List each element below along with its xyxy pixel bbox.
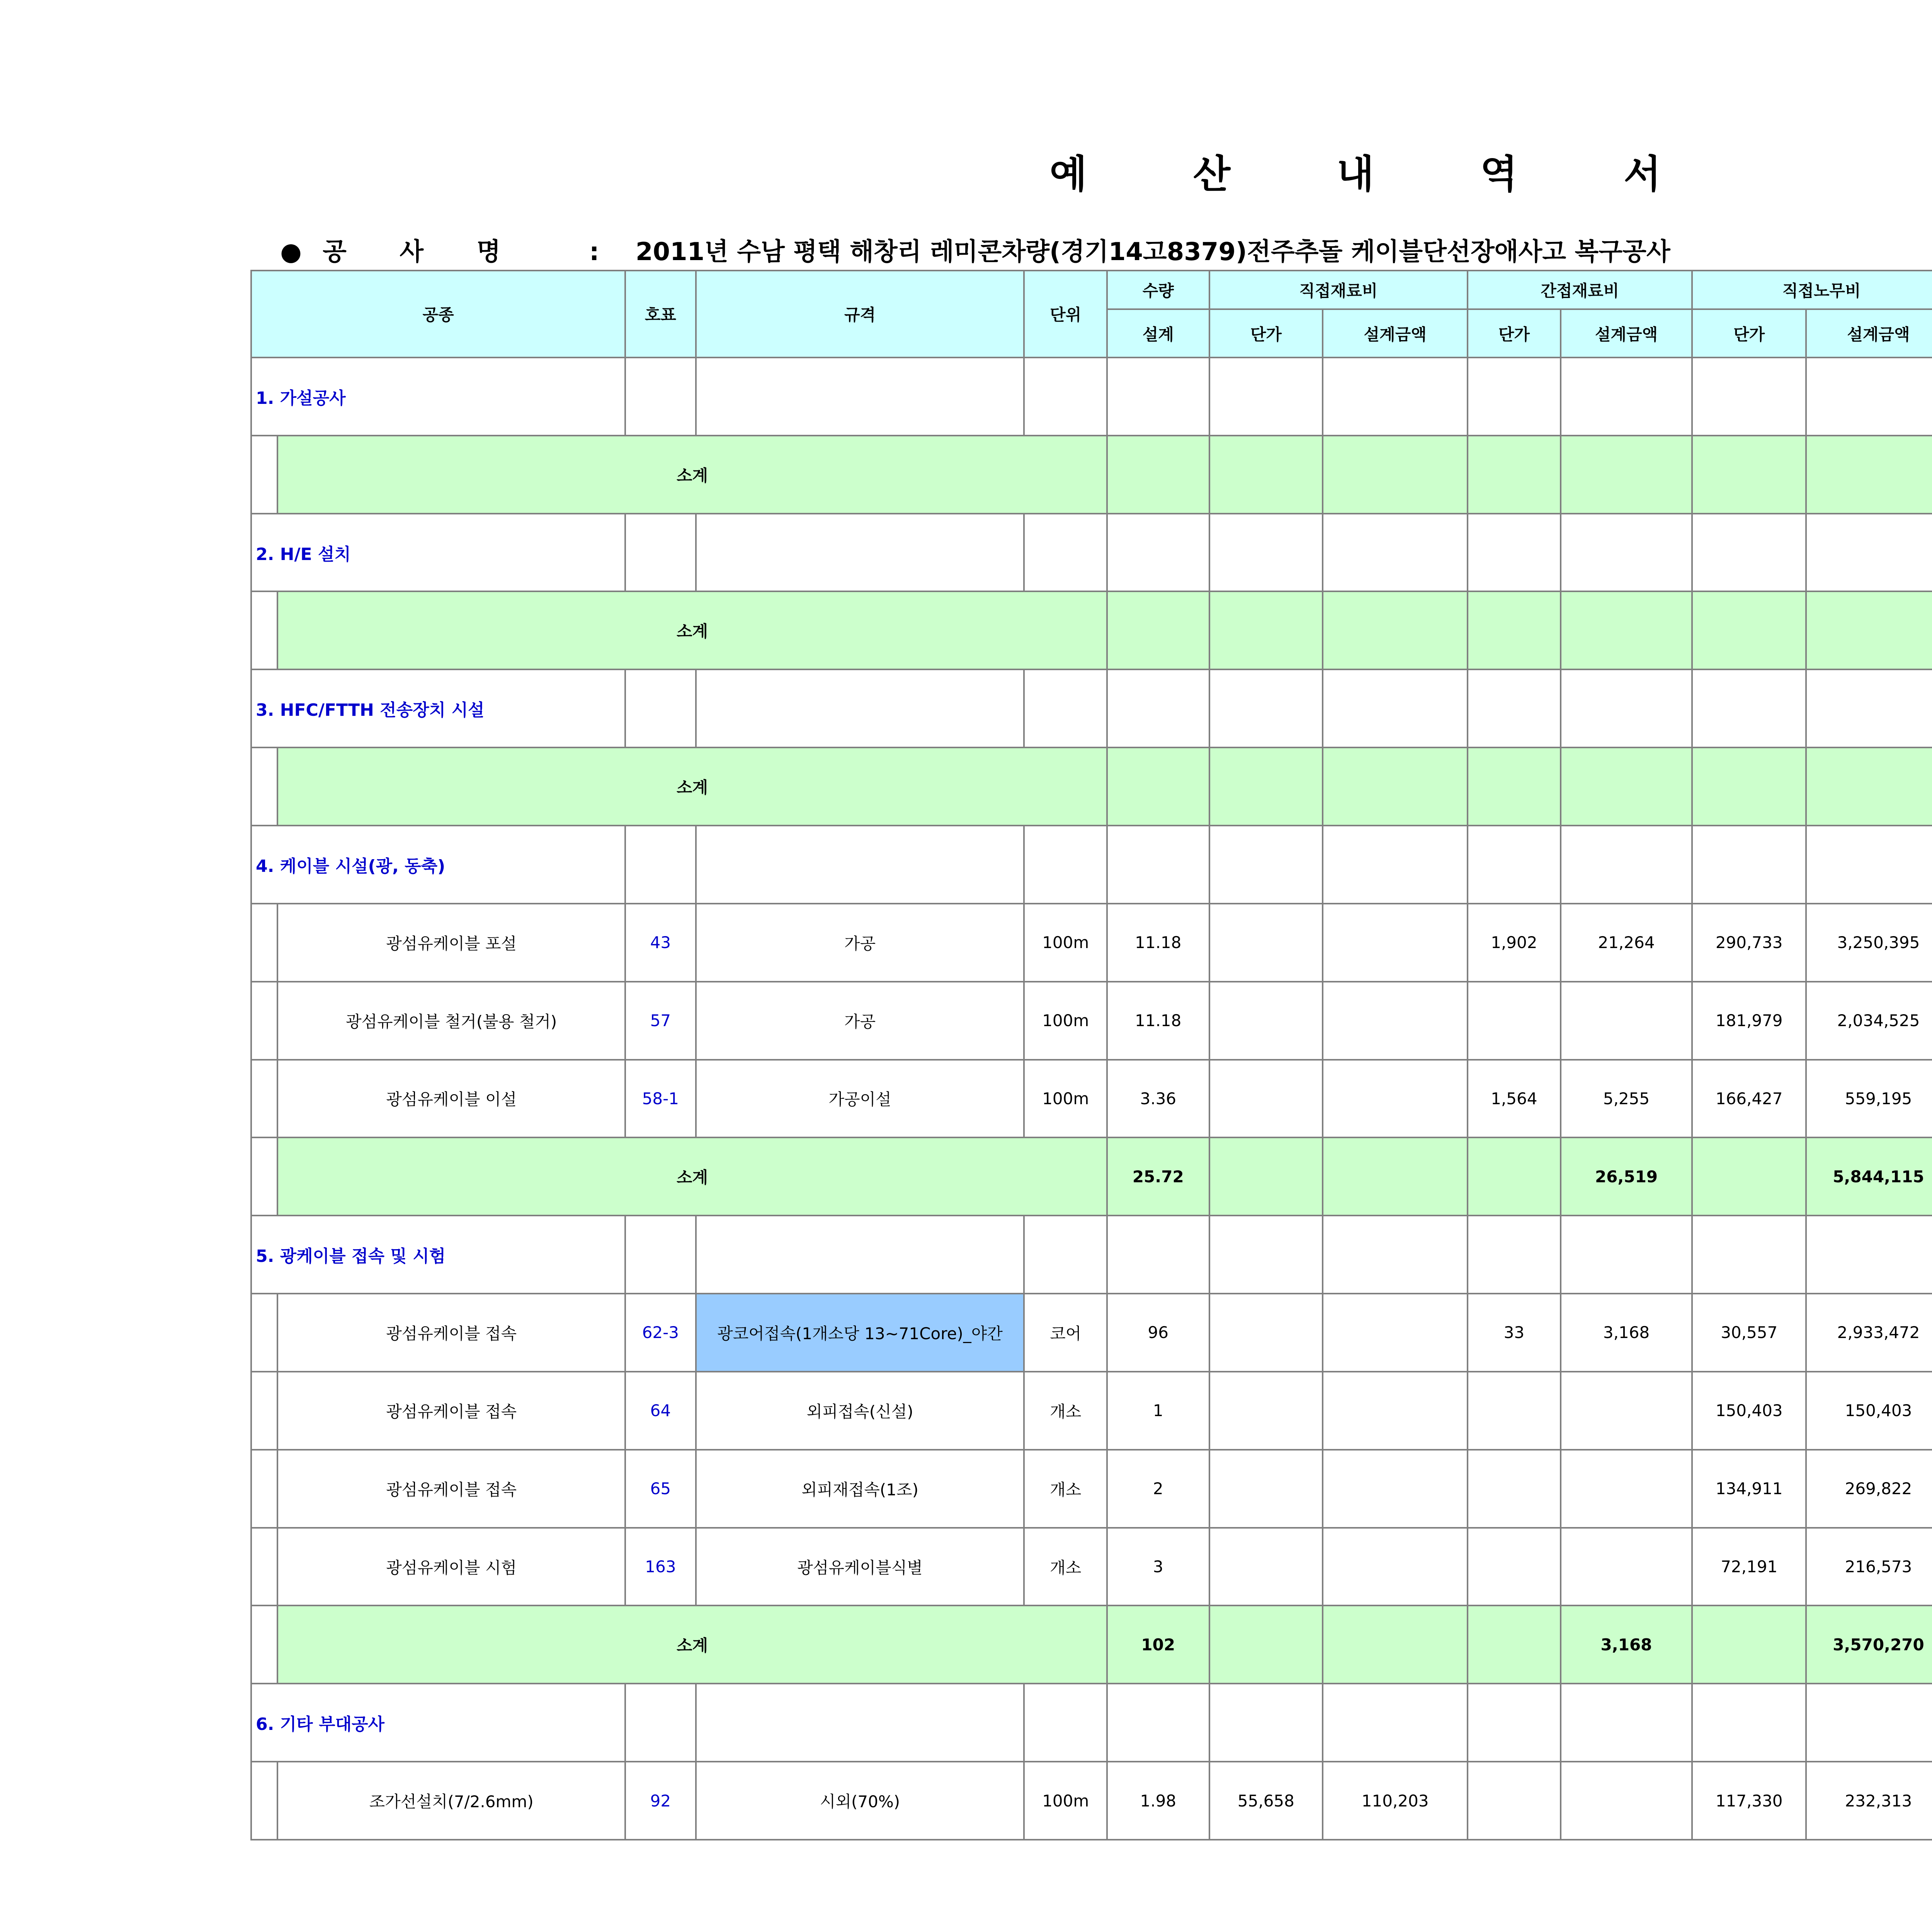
- empty-cell: [1107, 1684, 1209, 1762]
- item-im-price: [1468, 1450, 1561, 1528]
- empty-cell: [1024, 514, 1107, 592]
- header-direct-labor: 직접노무비: [1692, 271, 1932, 309]
- item-name: 광섬유케이블 시험: [277, 1528, 625, 1606]
- empty-cell: [1323, 669, 1468, 747]
- empty-cell: [1323, 514, 1468, 592]
- item-name: 광섬유케이블 접속: [277, 1372, 625, 1450]
- item-unit: 개소: [1024, 1372, 1107, 1450]
- item-name: 광섬유케이블 접속: [277, 1450, 625, 1528]
- item-lab-amount: 3,250,395: [1806, 904, 1932, 982]
- empty-cell: [1107, 826, 1209, 904]
- section-title: 5. 광케이블 접속 및 시험: [251, 1216, 625, 1294]
- empty-cell: [1209, 514, 1323, 592]
- empty-cell: [1107, 514, 1209, 592]
- subtotal-im-amount: [1561, 591, 1692, 669]
- empty-cell: [1561, 514, 1692, 592]
- item-im-amount: 3,168: [1561, 1294, 1692, 1372]
- item-code: 64: [625, 1372, 696, 1450]
- section-title: 3. HFC/FTTH 전송장치 시설: [251, 669, 625, 747]
- empty-cell: [1561, 358, 1692, 436]
- empty-cell: [696, 514, 1024, 592]
- subtotal-dm-price: [1209, 1605, 1323, 1684]
- subtotal-dm-price: [1209, 1137, 1323, 1216]
- item-im-price: [1468, 1372, 1561, 1450]
- subtotal-dm-amount: [1323, 1137, 1468, 1216]
- header-im-amount: 설계금액: [1561, 309, 1692, 358]
- indent-cell: [251, 747, 277, 826]
- item-spec: 외피접속(신설): [696, 1372, 1024, 1450]
- subtotal-lab-price: [1692, 1137, 1806, 1216]
- subtotal-row: [251, 747, 1932, 826]
- section-row: [251, 1684, 1932, 1762]
- project-name: 2011년 수남 평택 해창리 레미콘차량(경기14고8379)전주추돌 케이블단선장애사고 복구공사: [636, 238, 1670, 266]
- subtotal-qty: [1107, 591, 1209, 669]
- subtotal-label: 소계: [277, 591, 1107, 669]
- item-qty: 1: [1107, 1372, 1209, 1450]
- table-row: [251, 1294, 1932, 1372]
- item-name: 광섬유케이블 포설: [277, 904, 625, 982]
- subtotal-im-price: [1468, 1605, 1561, 1684]
- header-qty-design: 설계: [1107, 309, 1209, 358]
- header-dm-price: 단가: [1209, 309, 1323, 358]
- empty-cell: [1692, 669, 1806, 747]
- empty-cell: [1209, 669, 1323, 747]
- item-unit: 100m: [1024, 1060, 1107, 1138]
- item-name: 조가선설치(7/2.6mm): [277, 1762, 625, 1840]
- empty-cell: [1692, 1216, 1806, 1294]
- item-qty: 3.36: [1107, 1060, 1209, 1138]
- item-im-price: 1,564: [1468, 1060, 1561, 1138]
- table-row: [251, 1762, 1932, 1840]
- item-dm-amount: [1323, 1528, 1468, 1606]
- item-lab-price: 166,427: [1692, 1060, 1806, 1138]
- item-spec: 가공: [696, 904, 1024, 982]
- subtotal-row: [251, 436, 1932, 514]
- section-row: [251, 514, 1932, 592]
- item-dm-price: [1209, 1060, 1323, 1138]
- empty-cell: [696, 1684, 1024, 1762]
- empty-cell: [696, 1216, 1024, 1294]
- header-row-1: [251, 271, 1932, 309]
- section-title: 4. 케이블 시설(광, 동축): [251, 826, 625, 904]
- item-im-price: 33: [1468, 1294, 1561, 1372]
- section-row: [251, 1216, 1932, 1294]
- item-code: 163: [625, 1528, 696, 1606]
- empty-cell: [1806, 826, 1932, 904]
- item-lab-price: 181,979: [1692, 982, 1806, 1060]
- subtotal-dm-amount: [1323, 591, 1468, 669]
- item-unit: 개소: [1024, 1450, 1107, 1528]
- empty-cell: [625, 669, 696, 747]
- empty-cell: [696, 826, 1024, 904]
- item-unit: 100m: [1024, 982, 1107, 1060]
- item-code: 57: [625, 982, 696, 1060]
- empty-cell: [696, 669, 1024, 747]
- subtotal-im-price: [1468, 1137, 1561, 1216]
- header-code: 호표: [625, 271, 696, 358]
- header-qty: 수량: [1107, 271, 1209, 309]
- item-spec: 시외(70%): [696, 1762, 1024, 1840]
- subtotal-lab-amount: [1806, 436, 1932, 514]
- empty-cell: [1692, 1684, 1806, 1762]
- item-lab-amount: 216,573: [1806, 1528, 1932, 1606]
- item-qty: 1.98: [1107, 1762, 1209, 1840]
- subtotal-dm-price: [1209, 747, 1323, 826]
- item-dm-amount: [1323, 1372, 1468, 1450]
- item-im-amount: 5,255: [1561, 1060, 1692, 1138]
- item-dm-price: [1209, 904, 1323, 982]
- subtotal-row: [251, 1137, 1932, 1216]
- subtotal-label: 소계: [277, 1605, 1107, 1684]
- item-spec: 광섬유케이블식별: [696, 1528, 1024, 1606]
- subtotal-dm-amount: [1323, 1605, 1468, 1684]
- subtotal-dm-price: [1209, 436, 1323, 514]
- header-im-price: 단가: [1468, 309, 1561, 358]
- item-dm-amount: [1323, 904, 1468, 982]
- item-im-price: [1468, 982, 1561, 1060]
- item-unit: 100m: [1024, 1762, 1107, 1840]
- item-qty: 3: [1107, 1528, 1209, 1606]
- empty-cell: [1323, 826, 1468, 904]
- item-spec: 가공: [696, 982, 1024, 1060]
- empty-cell: [1468, 1684, 1561, 1762]
- subtotal-label: 소계: [277, 747, 1107, 826]
- item-lab-price: 117,330: [1692, 1762, 1806, 1840]
- item-im-amount: [1561, 1372, 1692, 1450]
- empty-cell: [1209, 358, 1323, 436]
- section-row: [251, 826, 1932, 904]
- empty-cell: [1107, 1216, 1209, 1294]
- subtotal-lab-price: [1692, 747, 1806, 826]
- empty-cell: [1024, 358, 1107, 436]
- empty-cell: [1692, 514, 1806, 592]
- item-dm-price: 55,658: [1209, 1762, 1323, 1840]
- subtotal-lab-amount: [1806, 591, 1932, 669]
- empty-cell: [1468, 826, 1561, 904]
- subtotal-dm-amount: [1323, 747, 1468, 826]
- item-lab-amount: 559,195: [1806, 1060, 1932, 1138]
- indent-cell: [251, 1060, 277, 1138]
- indent-cell: [251, 591, 277, 669]
- item-code: 65: [625, 1450, 696, 1528]
- item-qty: 96: [1107, 1294, 1209, 1372]
- empty-cell: [1209, 1684, 1323, 1762]
- empty-cell: [1107, 669, 1209, 747]
- item-dm-price: [1209, 1450, 1323, 1528]
- empty-cell: [1468, 514, 1561, 592]
- item-im-amount: 21,264: [1561, 904, 1692, 982]
- bullet-icon: ●: [280, 238, 302, 266]
- table-row: [251, 1372, 1932, 1450]
- empty-cell: [1806, 1684, 1932, 1762]
- subtotal-lab-amount: 5,844,115: [1806, 1137, 1932, 1216]
- empty-cell: [1806, 514, 1932, 592]
- item-spec: 외피재접속(1조): [696, 1450, 1024, 1528]
- empty-cell: [1024, 1684, 1107, 1762]
- subtotal-lab-amount: [1806, 747, 1932, 826]
- item-unit: 개소: [1024, 1528, 1107, 1606]
- section-row: [251, 358, 1932, 436]
- subtotal-dm-price: [1209, 591, 1323, 669]
- item-code: 43: [625, 904, 696, 982]
- item-name: 광섬유케이블 이설: [277, 1060, 625, 1138]
- subtotal-im-price: [1468, 591, 1561, 669]
- empty-cell: [1561, 669, 1692, 747]
- indent-cell: [251, 904, 277, 982]
- item-dm-amount: [1323, 1060, 1468, 1138]
- empty-cell: [625, 1216, 696, 1294]
- item-lab-amount: 2,933,472: [1806, 1294, 1932, 1372]
- item-name: 광섬유케이블 접속: [277, 1294, 625, 1372]
- item-im-price: 1,902: [1468, 904, 1561, 982]
- empty-cell: [1323, 1216, 1468, 1294]
- item-im-amount: [1561, 1528, 1692, 1606]
- header-direct-material: 직접재료비: [1209, 271, 1468, 309]
- subtotal-lab-price: [1692, 1605, 1806, 1684]
- subtotal-row: [251, 1605, 1932, 1684]
- indent-cell: [251, 1450, 277, 1528]
- empty-cell: [625, 826, 696, 904]
- item-im-price: [1468, 1762, 1561, 1840]
- document-title: 예 산 내 역 서: [1049, 152, 1708, 197]
- item-lab-price: 150,403: [1692, 1372, 1806, 1450]
- empty-cell: [1024, 669, 1107, 747]
- section-title: 2. H/E 설치: [251, 514, 625, 592]
- item-unit: 코어: [1024, 1294, 1107, 1372]
- header-lab-price: 단가: [1692, 309, 1806, 358]
- subtotal-im-price: [1468, 747, 1561, 826]
- item-im-price: [1468, 1528, 1561, 1606]
- item-dm-amount: [1323, 1450, 1468, 1528]
- empty-cell: [1323, 358, 1468, 436]
- empty-cell: [1468, 358, 1561, 436]
- subtotal-im-amount: [1561, 436, 1692, 514]
- empty-cell: [1468, 1216, 1561, 1294]
- table-row: [251, 982, 1932, 1060]
- item-dm-amount: [1323, 982, 1468, 1060]
- empty-cell: [1806, 1216, 1932, 1294]
- table-row: [251, 1450, 1932, 1528]
- item-unit: 100m: [1024, 904, 1107, 982]
- section-row: [251, 669, 1932, 747]
- subtotal-qty: [1107, 747, 1209, 826]
- project-colon: :: [589, 238, 599, 266]
- indent-cell: [251, 1605, 277, 1684]
- item-dm-amount: 110,203: [1323, 1762, 1468, 1840]
- indent-cell: [251, 982, 277, 1060]
- item-lab-price: 134,911: [1692, 1450, 1806, 1528]
- subtotal-qty: [1107, 436, 1209, 514]
- empty-cell: [1692, 826, 1806, 904]
- empty-cell: [1561, 1684, 1692, 1762]
- item-code: 92: [625, 1762, 696, 1840]
- empty-cell: [1107, 358, 1209, 436]
- subtotal-row: [251, 591, 1932, 669]
- subtotal-dm-amount: [1323, 436, 1468, 514]
- subtotal-im-price: [1468, 436, 1561, 514]
- item-lab-amount: 150,403: [1806, 1372, 1932, 1450]
- empty-cell: [1209, 1216, 1323, 1294]
- project-line: [280, 232, 1932, 267]
- item-im-amount: [1561, 1450, 1692, 1528]
- indent-cell: [251, 1762, 277, 1840]
- item-im-amount: [1561, 1762, 1692, 1840]
- section-title: 6. 기타 부대공사: [251, 1684, 625, 1762]
- empty-cell: [1323, 1684, 1468, 1762]
- item-dm-amount: [1323, 1294, 1468, 1372]
- subtotal-im-amount: [1561, 747, 1692, 826]
- subtotal-lab-amount: 3,570,270: [1806, 1605, 1932, 1684]
- table-row: [251, 1528, 1932, 1606]
- empty-cell: [625, 358, 696, 436]
- item-qty: 11.18: [1107, 982, 1209, 1060]
- item-lab-amount: 2,034,525: [1806, 982, 1932, 1060]
- item-dm-price: [1209, 982, 1323, 1060]
- item-dm-price: [1209, 1528, 1323, 1606]
- indent-cell: [251, 1528, 277, 1606]
- table-row: [251, 904, 1932, 982]
- subtotal-im-amount: 26,519: [1561, 1137, 1692, 1216]
- budget-table: [250, 270, 1932, 1840]
- item-name: 광섬유케이블 철거(불용 철거): [277, 982, 625, 1060]
- item-lab-price: 72,191: [1692, 1528, 1806, 1606]
- project-label: 공 사 명: [323, 238, 523, 266]
- item-code: 58-1: [625, 1060, 696, 1138]
- header-spec: 규격: [696, 271, 1024, 358]
- item-im-amount: [1561, 982, 1692, 1060]
- header-work: 공종: [251, 271, 625, 358]
- header-lab-amount: 설계금액: [1806, 309, 1932, 358]
- item-dm-price: [1209, 1294, 1323, 1372]
- empty-cell: [1561, 826, 1692, 904]
- header-unit: 단위: [1024, 271, 1107, 358]
- empty-cell: [1468, 669, 1561, 747]
- item-lab-price: 290,733: [1692, 904, 1806, 982]
- subtotal-qty: 102: [1107, 1605, 1209, 1684]
- item-qty: 2: [1107, 1450, 1209, 1528]
- empty-cell: [1024, 826, 1107, 904]
- subtotal-lab-price: [1692, 591, 1806, 669]
- item-spec: 광코어접속(1개소당 13~71Core)_야간: [696, 1294, 1024, 1372]
- item-lab-amount: 269,822: [1806, 1450, 1932, 1528]
- subtotal-label: 소계: [277, 436, 1107, 514]
- subtotal-label: 소계: [277, 1137, 1107, 1216]
- subtotal-im-amount: 3,168: [1561, 1605, 1692, 1684]
- empty-cell: [625, 1684, 696, 1762]
- empty-cell: [1692, 358, 1806, 436]
- indent-cell: [251, 436, 277, 514]
- section-title: 1. 가설공사: [251, 358, 625, 436]
- indent-cell: [251, 1294, 277, 1372]
- item-spec: 가공이설: [696, 1060, 1024, 1138]
- empty-cell: [1561, 1216, 1692, 1294]
- empty-cell: [1806, 358, 1932, 436]
- subtotal-qty: 25.72: [1107, 1137, 1209, 1216]
- item-qty: 11.18: [1107, 904, 1209, 982]
- empty-cell: [1024, 1216, 1107, 1294]
- table-row: [251, 1060, 1932, 1138]
- empty-cell: [696, 358, 1024, 436]
- empty-cell: [625, 514, 696, 592]
- empty-cell: [1209, 826, 1323, 904]
- item-code: 62-3: [625, 1294, 696, 1372]
- indent-cell: [251, 1372, 277, 1450]
- empty-cell: [1806, 669, 1932, 747]
- subtotal-lab-price: [1692, 436, 1806, 514]
- item-lab-amount: 232,313: [1806, 1762, 1932, 1840]
- header-dm-amount: 설계금액: [1323, 309, 1468, 358]
- header-indirect-material: 간접재료비: [1468, 271, 1692, 309]
- indent-cell: [251, 1137, 277, 1216]
- item-dm-price: [1209, 1372, 1323, 1450]
- item-lab-price: 30,557: [1692, 1294, 1806, 1372]
